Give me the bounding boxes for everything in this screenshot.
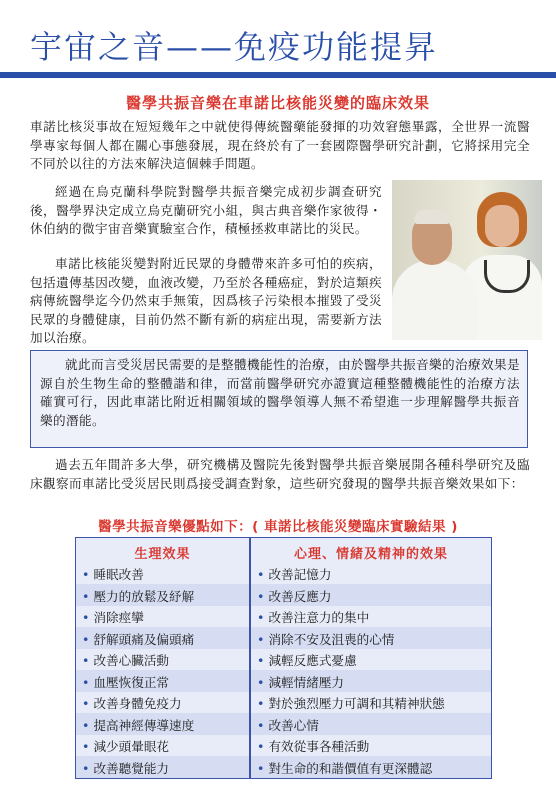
title-underline <box>0 72 556 78</box>
table-divider <box>249 538 251 778</box>
bullet-icon: • <box>257 588 265 604</box>
bullet-icon: • <box>82 588 90 604</box>
physical-effect-item <box>82 672 169 691</box>
bullet-icon: • <box>257 760 265 776</box>
header <box>0 0 556 82</box>
physical-effect-label: 舒解頭痛及偏頭痛 <box>93 631 195 647</box>
bullet-icon: • <box>257 674 265 690</box>
bullet-icon: • <box>257 696 265 711</box>
mental-effect-item <box>257 564 331 583</box>
bullet-icon: • <box>257 610 265 625</box>
mental-effect-label: 減輕反應式憂慮 <box>268 653 357 668</box>
mental-effect-label: 減輕情緒壓力 <box>268 674 344 690</box>
table-row <box>76 713 491 735</box>
physical-effect-item <box>82 736 169 755</box>
physical-effect-item <box>82 564 144 583</box>
table-row <box>76 605 491 627</box>
table-row <box>76 627 491 649</box>
physical-effect-label: 壓力的放鬆及紓解 <box>93 588 195 604</box>
bullet-icon: • <box>257 567 265 582</box>
section-subtitle: 醫學共振音樂在車諾比核能災變的臨床效果 <box>125 94 430 112</box>
physical-effect-item <box>82 586 194 605</box>
effects-table <box>75 537 492 779</box>
bullet-icon: • <box>82 674 90 690</box>
paragraph-diseases: 車諾比核能災變對附近民眾的身體帶來許多可怕的疾病，包括遺傳基因改變，血液改變，乃至於各種癌症，對於這類疾病傳統醫學迄今仍然束手無策，因爲核子污染根本摧毀了受災民眾的身體健康，目前仍然不斷有新的病症出現，需要新方法加以治療。 <box>30 256 382 345</box>
mental-effect-label: 對生命的和諧價值有更深體認 <box>268 760 433 776</box>
mental-effect-item <box>257 607 369 626</box>
mental-effect-label: 對於強烈壓力可調和其精神狀態 <box>268 696 445 711</box>
physical-effect-label: 改善身體免疫力 <box>93 696 182 711</box>
physical-effect-item <box>82 650 169 669</box>
bullet-icon: • <box>257 717 265 733</box>
mental-effect-label: 改善反應力 <box>268 588 332 604</box>
bullet-icon: • <box>82 739 90 754</box>
paragraph-research: 經過在烏克蘭科學院對醫學共振音樂完成初步調查研究後，醫學界決定成立烏克蘭研究小組，與古典音樂作家彼得・休伯納的微宇宙音樂實驗室合作，積極拯救車諾比的災民。 <box>30 184 382 236</box>
physical-effect-item <box>82 629 194 648</box>
bullet-icon: • <box>82 653 90 668</box>
physical-effect-label: 消除痙攣 <box>93 610 144 625</box>
mental-effect-item <box>257 715 319 734</box>
bullet-icon: • <box>82 610 90 625</box>
mental-effect-item <box>257 672 344 691</box>
bullet-icon: • <box>82 696 90 711</box>
mental-effect-label: 有效從事各種活動 <box>268 739 370 754</box>
paragraph-studies: 過去五年間許多大學，研究機構及醫院先後對醫學共振音樂展開各種科學研究及臨床觀察而車諾比受災居民則爲接受調查對象，這些研究發現的醫學共振音樂效果如下： <box>30 457 530 491</box>
mental-effect-item <box>257 650 357 669</box>
mental-effect-label: 改善注意力的集中 <box>268 610 370 625</box>
table-row <box>76 734 491 756</box>
table-row <box>76 670 491 692</box>
table-row <box>76 691 491 713</box>
bullet-icon: • <box>82 760 90 776</box>
mental-effect-label: 改善記憶力 <box>268 567 332 582</box>
bullet-icon: • <box>257 653 265 668</box>
table-row <box>76 756 491 778</box>
mental-effect-item <box>257 693 445 712</box>
mental-effect-label: 消除不安及沮喪的心情 <box>268 631 395 647</box>
physical-effect-label: 提高神經傳導速度 <box>93 717 195 733</box>
mental-effect-item <box>257 758 432 777</box>
mental-effect-label: 改善心情 <box>268 717 319 733</box>
mental-effect-item <box>257 736 369 755</box>
physical-effect-label: 改善聽覺能力 <box>93 760 169 776</box>
bullet-icon: • <box>82 717 90 733</box>
table-header-physical: 生理效果 <box>134 547 191 562</box>
page-title: 宇宙之音——免疫功能提昇 <box>30 28 439 66</box>
bullet-icon: • <box>82 567 90 582</box>
physical-effect-item <box>82 758 169 777</box>
physical-effect-item <box>82 715 194 734</box>
bullet-icon: • <box>257 739 265 754</box>
table-row <box>76 562 491 584</box>
paragraph-intro: 車諾比核災事故在短短幾年之中就使得傳統醫藥能發揮的功效窘態畢露，全世界一流醫學專家每個人都在關心事態發展，現在終於有了一套國際醫學研究計劃，它將採用完全不同於以往的方法來解決這個棘手問題。 <box>30 119 530 171</box>
physical-effect-item <box>82 607 144 626</box>
mental-effect-item <box>257 629 394 648</box>
table-row <box>76 648 491 670</box>
table-title: 醫學共振音樂優點如下：( 車諾比核能災變臨床實驗結果 ) <box>98 519 458 535</box>
physical-effect-label: 減少頭暈眼花 <box>93 739 169 754</box>
table-row <box>76 584 491 606</box>
physical-effect-label: 改善心臟活動 <box>93 653 169 668</box>
bullet-icon: • <box>82 631 90 647</box>
physical-effect-label: 血壓恢復正常 <box>93 674 169 690</box>
doctors-photo <box>392 180 542 340</box>
paragraph-highlight: 就此而言受災居民需要的是整體機能性的治療，由於醫學共振音樂的治療效果是源自於生物生命的整體諧和律，而當前醫學研究亦證實這種整體機能性的治療方法確實可行，因此車諾比附近相關領域的醫學領導人無不希望進一步理解醫學共振音樂的潛能。 <box>40 357 520 428</box>
table-header-mental: 心理、情緒及精神的效果 <box>293 547 448 562</box>
physical-effect-label: 睡眠改善 <box>93 567 144 582</box>
mental-effect-item <box>257 586 331 605</box>
bullet-icon: • <box>257 631 265 647</box>
physical-effect-item <box>82 693 182 712</box>
